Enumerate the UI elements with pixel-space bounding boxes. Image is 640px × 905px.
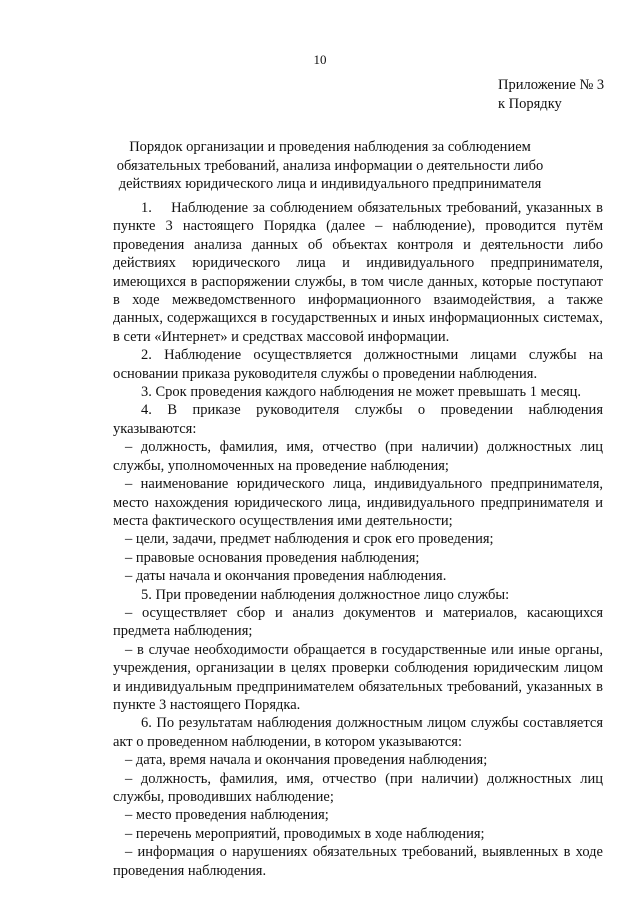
appendix-line-1: Приложение № 3 — [498, 77, 605, 93]
document-body — [113, 199, 603, 880]
list-item: – место проведения наблюдения; — [125, 807, 329, 824]
list-item: – информация о нарушениях обязательных требований, выявленных в ходе проведения наблюдения. — [113, 844, 603, 879]
paragraph-1: 1. Наблюдение за соблюдением обязательных требований, указанных в пункте 3 настоящего Порядка (далее – наблюдение), проводится путём проведения анализа данных об объектах контроля и деятельности либо действиях юридического лица и индивидуального предпринимателя, имеющихся в распоряжении службы, в том числе данных, которые поступают в ходе межведомственного информационного взаимодействия, а также данных, содержащихся в государственных и иных информационных системах, в сети «Интернет» и средствах массовой информации. — [113, 200, 603, 345]
appendix-line-2: к Порядку — [498, 96, 562, 112]
paragraph-6: 6. По результатам наблюдения должностным лицом службы составляется акт о проведенном наблюдении, в котором указываются: — [113, 715, 603, 750]
list-item: – должность, фамилия, имя, отчество (при наличии) должностных лиц службы, проводивших наблюдение; — [113, 770, 603, 805]
document-title: Порядок организации и проведения наблюдения за соблюдением обязательных требований, анализа информации о деятельности либо действиях юридического лица и индивидуального предпринимателя — [116, 139, 544, 192]
page-number: 10 — [313, 52, 327, 67]
appendix-label — [498, 76, 604, 114]
list-item: – перечень мероприятий, проводимых в ходе наблюдения; — [125, 825, 485, 842]
paragraph-4: 4. В приказе руководителя службы о проведении наблюдения указываются: — [113, 402, 603, 437]
list-item: – наименование юридического лица, индивидуального предпринимателя, место нахождения юридического лица, индивидуального предпринимателя и места фактического осуществления ими деятельности; — [113, 476, 603, 529]
paragraph-2: 2. Наблюдение осуществляется должностными лицами службы на основании приказа руководителя службы о проведении наблюдения. — [113, 347, 603, 382]
list-item: – осуществляет сбор и анализ документов и материалов, касающихся предмета наблюдения; — [113, 604, 603, 640]
list-item: – правовые основания проведения наблюдения; — [125, 549, 420, 566]
list-item: – в случае необходимости обращается в государственные или иные органы, учреждения, организации в целях проверки соблюдения юридическим лицом и индивидуальным предпринимателем обязательных требований, указанных в пункте 3 настоящего Порядка. — [113, 641, 603, 713]
paragraph-5: 5. При проведении наблюдения должностное лицо службы: — [141, 586, 510, 603]
list-item: – дата, время начала и окончания проведения наблюдения; — [125, 752, 488, 769]
list-item: – цели, задачи, предмет наблюдения и срок его проведения; — [125, 531, 494, 548]
paragraph-3: 3. Срок проведения каждого наблюдения не может превышать 1 месяц. — [141, 384, 582, 401]
list-item: – даты начала и окончания проведения наблюдения. — [125, 568, 447, 585]
list-item: – должность, фамилия, имя, отчество (при наличии) должностных лиц службы, уполномоченных на проведение наблюдения; — [113, 439, 603, 474]
